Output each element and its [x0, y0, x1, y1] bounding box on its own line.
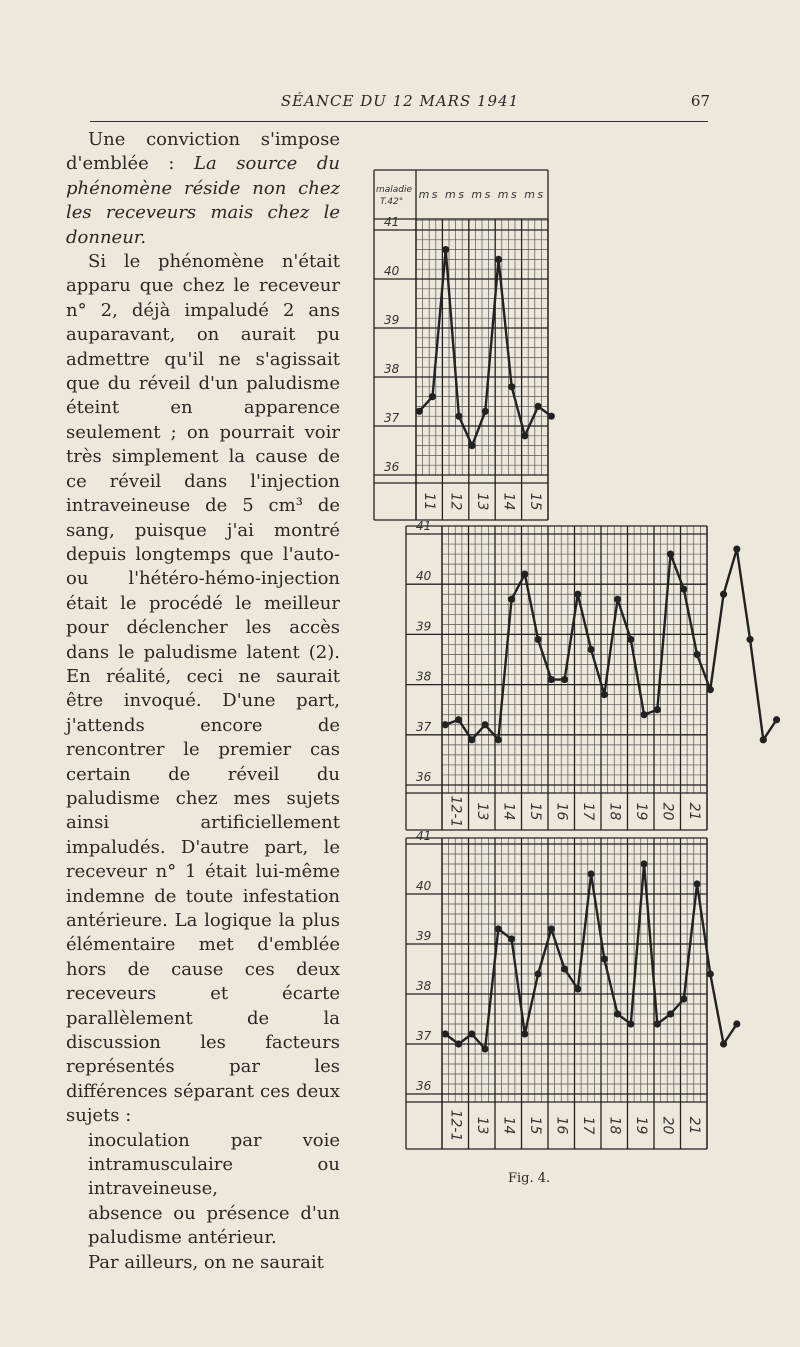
- tick-label: 38: [416, 979, 432, 993]
- temperature-point: [587, 870, 594, 877]
- temperature-point: [614, 1010, 621, 1017]
- temperature-point: [521, 571, 528, 578]
- temperature-line: [445, 864, 737, 1049]
- temperature-point: [469, 442, 476, 449]
- temperature-point: [508, 935, 515, 942]
- temperature-point: [680, 995, 687, 1002]
- ms-label: s: [511, 188, 517, 201]
- temperature-point: [455, 1040, 462, 1047]
- ms-label: m: [418, 188, 430, 201]
- temperature-point: [667, 550, 674, 557]
- temperature-point: [481, 1045, 488, 1052]
- temperature-point: [773, 716, 780, 723]
- page-number: 67: [690, 92, 710, 110]
- tick-label: 41: [416, 829, 432, 843]
- temperature-point: [481, 721, 488, 728]
- temperature-point: [667, 1010, 674, 1017]
- temperature-point: [521, 1030, 528, 1037]
- temperature-point: [720, 1040, 727, 1047]
- ms-label: m: [497, 188, 509, 201]
- temperature-point: [495, 925, 502, 932]
- date-label: 15: [526, 802, 543, 821]
- temperature-point: [733, 1020, 740, 1027]
- date-label: 12-1: [447, 1109, 464, 1142]
- temperature-point: [614, 596, 621, 603]
- date-label: 15: [526, 492, 543, 511]
- date-label: 21: [685, 802, 702, 821]
- conviction-italic: La source du phénomène réside non chez les receveurs mais chez le donneur.: [66, 153, 340, 248]
- date-label: 13: [474, 492, 490, 511]
- temperature-point: [455, 413, 462, 420]
- date-label: 14: [500, 492, 517, 511]
- conviction-text: Une conviction s'impose d'emblée :: [66, 129, 340, 175]
- temperature-point: [601, 955, 608, 962]
- temperature-point: [548, 925, 555, 932]
- paragraph-continuation: Par ailleurs, on ne saurait: [88, 1251, 324, 1273]
- temperature-point: [707, 970, 714, 977]
- temperature-point: [640, 860, 647, 867]
- temperature-point: [508, 383, 515, 390]
- list-item-paludisme: absence ou présence d'un paludisme antérieur.: [88, 1202, 340, 1249]
- temperature-point: [548, 413, 555, 420]
- ms-label: m: [445, 188, 456, 201]
- date-label: 17: [579, 1116, 596, 1135]
- running-title: SÉANCE DU 12 MARS 1941: [280, 92, 520, 110]
- tick-label: 36: [416, 1079, 432, 1093]
- date-label: 11: [421, 492, 438, 511]
- temperature-point: [627, 636, 634, 643]
- temperature-point: [468, 1030, 475, 1037]
- header-maladie: maladie: [376, 185, 413, 195]
- tick-label: 41: [384, 215, 400, 229]
- tick-label: 40: [416, 879, 432, 893]
- temperature-point: [587, 646, 594, 653]
- temperature-point: [561, 965, 568, 972]
- temperature-point: [707, 686, 714, 693]
- temperature-point: [561, 676, 568, 683]
- ms-label: s: [431, 188, 438, 201]
- ms-label: s: [537, 188, 544, 201]
- date-label: 18: [606, 1116, 623, 1135]
- tick-label: 37: [416, 719, 432, 734]
- temperature-point: [693, 651, 700, 658]
- date-label: 18: [606, 802, 623, 821]
- temperature-point: [680, 586, 687, 593]
- temperature-point: [429, 393, 436, 400]
- temperature-point: [468, 736, 475, 743]
- date-label: 16: [553, 802, 570, 821]
- header-temp: T.42°: [380, 197, 404, 207]
- date-label: 14: [500, 802, 517, 821]
- ms-label: s: [484, 188, 491, 201]
- tick-label: 39: [384, 313, 400, 327]
- tick-label: 37: [416, 1029, 432, 1043]
- temperature-point: [442, 721, 449, 728]
- tick-label: 40: [416, 569, 432, 584]
- date-label: 12: [447, 492, 464, 511]
- temperature-point: [535, 403, 542, 410]
- tick-label: 37: [384, 411, 400, 425]
- temperature-point: [495, 256, 502, 263]
- tick-label: 36: [416, 770, 432, 784]
- temperature-point: [627, 1020, 634, 1027]
- date-label: 21: [685, 1116, 702, 1135]
- temperature-point: [442, 246, 449, 253]
- temperature-point: [548, 676, 555, 683]
- paragraph-argument: Si le phénomène n'était apparu que chez le receveur n° 2, déjà impaludé 2 ans auparavant, on aurait pu admettre qu'il ne s'agissait que du réveil d'un paludisme éteint en apparence seulement ; on pourrait voir très simplement la cause de ce réveil dans l'injection intraveineuse de 5 cm³ de sang, puisque j'ai montré depuis longtemps que l'auto- ou l'hétéro-hémo-injection était le procédé le meilleur pour déclencher les accès dans le paludisme latent (2). En réalité, ceci ne saurait être invoqué. D'une part, j'attends encore de rencontrer le premier cas certain de réveil du paludisme chez mes sujets ainsi artificiellement impaludés. D'autre part, le receveur n° 1 était lui-même indemne de toute infestation antérieure. La logique la plus élémentaire met d'emblée hors de cause ces deux receveurs et écarte parallèlement de la discussion les facteurs représentés par les différences séparant ces deux sujets :: [66, 251, 340, 1127]
- chart-frames: [374, 170, 707, 1149]
- tick-label: 36: [384, 460, 400, 474]
- date-label: 16: [553, 1116, 570, 1135]
- tick-label: 39: [416, 619, 432, 634]
- temperature-point: [654, 1020, 661, 1027]
- tick-label: 40: [384, 264, 400, 278]
- tick-label: 39: [416, 929, 432, 943]
- ms-label: m: [524, 188, 535, 201]
- temperature-point: [693, 880, 700, 887]
- temperature-point: [534, 970, 541, 977]
- list-item-inoculation: inoculation par voie intramusculaire ou intraveineuse,: [88, 1129, 340, 1200]
- temperature-point: [495, 736, 502, 743]
- temperature-point: [521, 432, 528, 439]
- temperature-point: [720, 591, 727, 598]
- figure-caption: Fig. 4.: [508, 1171, 551, 1186]
- tick-label: 38: [384, 362, 400, 376]
- date-label: 20: [659, 802, 676, 821]
- temperature-point: [733, 545, 740, 552]
- temperature-point: [482, 408, 489, 415]
- temperature-point: [508, 596, 515, 603]
- temperature-point: [442, 1030, 449, 1037]
- tick-label: 38: [416, 669, 432, 684]
- date-label: 15: [526, 1116, 543, 1135]
- date-label: 19: [632, 1116, 649, 1135]
- date-label: 19: [632, 802, 649, 821]
- temperature-point: [760, 736, 767, 743]
- temperature-point: [746, 636, 753, 643]
- ms-label: s: [458, 188, 464, 201]
- tick-label: 41: [416, 519, 432, 533]
- date-label: 17: [579, 802, 596, 821]
- temperature-point: [534, 636, 541, 643]
- date-label: 13: [473, 1116, 490, 1135]
- temperature-point: [574, 591, 581, 598]
- date-label: 13: [473, 802, 490, 821]
- temperature-point: [640, 711, 647, 718]
- ms-label: m: [471, 188, 483, 201]
- temperature-point: [574, 985, 581, 992]
- date-label: 12-1: [447, 795, 464, 828]
- temperature-point: [455, 716, 462, 723]
- temperature-point: [601, 691, 608, 698]
- date-label: 14: [500, 1116, 517, 1135]
- date-label: 20: [659, 1116, 676, 1135]
- temperature-point: [416, 408, 423, 415]
- temperature-point: [654, 706, 661, 713]
